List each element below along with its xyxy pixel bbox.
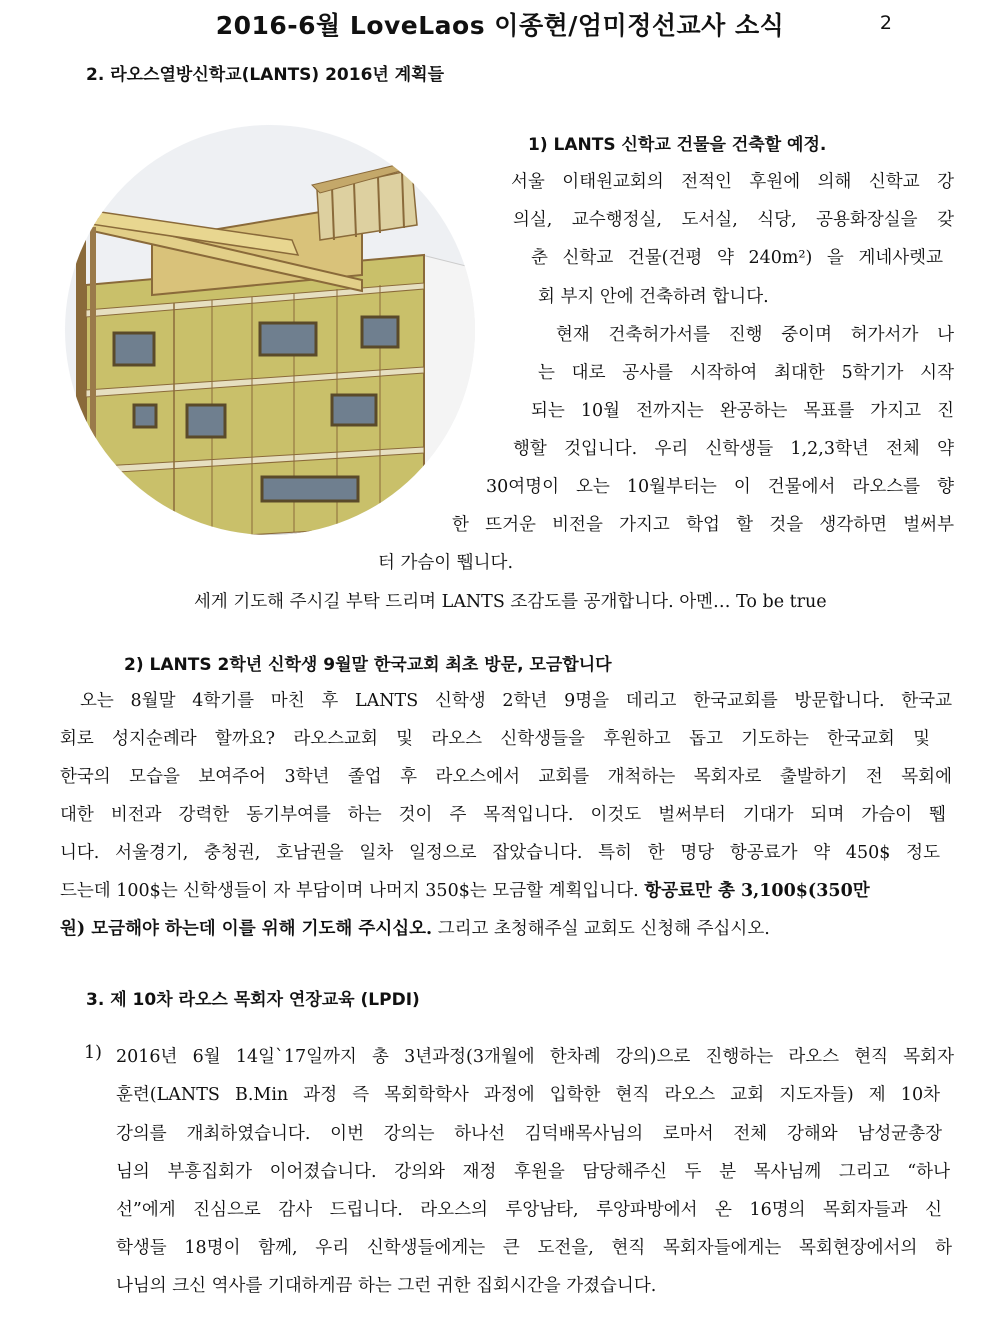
paragraph-line bbox=[60, 877, 870, 902]
section-2-item-1-heading: 1) LANTS 신학교 건물을 건축할 예정. bbox=[528, 135, 827, 155]
paragraph-line: 현재 건축허가서를 진행 중이며 허가서가 나 bbox=[556, 325, 954, 345]
paragraph-line: 한국의 모습을 보여주어 3학년 졸업 후 라오스에서 교회를 개척하는 목회자로 출발하기 전 목회에 bbox=[60, 767, 952, 787]
paragraph-line: 30여명이 오는 10월부터는 이 건물에서 라오스를 향 bbox=[486, 477, 954, 497]
paragraph-line: 선”에게 진심으로 감사 드립니다. 라오스의 루앙남타, 루앙파방에서 온 16명의 목회자들과 신 bbox=[116, 1200, 942, 1220]
paragraph-line: 학생들 18명이 함께, 우리 신학생들에게는 큰 도전을, 현직 목회자들에게는 목회현장에서의 하 bbox=[116, 1238, 952, 1258]
paragraph-line: 터 가슴이 뛥니다. bbox=[378, 553, 514, 573]
building-illustration bbox=[62, 105, 478, 555]
paragraph-line: 한 뜨거운 비전을 가지고 학업 할 것을 생각하면 벌써부 bbox=[452, 515, 954, 535]
paragraph-line: 회 부지 안에 건축하려 합니다. bbox=[538, 287, 769, 307]
paragraph-line: 니다. 서울경기, 충청권, 호남권을 일차 일정으로 잡았습니다. 특히 한 명당 항공료가 약 450$ 정도 bbox=[60, 843, 940, 863]
paragraph-line: 행할 것입니다. 우리 신학생들 1,2,3학년 전체 약 bbox=[513, 439, 954, 459]
funding-highlight: 항공료만 총 3,100$(350만 bbox=[644, 881, 870, 901]
invitation-request: 그리고 초청해주실 교회도 신청해 주십시오. bbox=[437, 919, 770, 939]
paragraph-line: 서울 이태원교회의 전적인 후원에 의해 신학교 강 bbox=[511, 172, 954, 192]
paragraph-line: 오는 8월말 4학기를 마친 후 LANTS 신학생 2학년 9명을 데리고 한국교회를 방문합니다. 한국교 bbox=[80, 691, 952, 711]
prayer-request: 원) 모금해야 하는데 이를 위해 기도해 주시십오. bbox=[60, 919, 433, 939]
section-3-item-1-marker: 1) bbox=[84, 1043, 102, 1063]
page-title: 2016-6월 LoveLaos 이종현/엄미정선교사 소식 bbox=[215, 11, 785, 40]
paragraph-line: 훈련(LANTS B.Min 과정 즉 목회학학사 과정에 입학한 현직 라오스 교회 지도자들) 제 10차 bbox=[116, 1085, 940, 1105]
page-number: 2 bbox=[879, 12, 892, 34]
paragraph-line: 의실, 교수행정실, 도서실, 식당, 공용화장실을 갖 bbox=[513, 210, 954, 230]
paragraph-line: 나님의 크신 역사를 기대하게끔 하는 그런 귀한 집회시간을 가졌습니다. bbox=[116, 1276, 657, 1296]
paragraph-line: 는 대로 공사를 시작하여 최대한 5학기가 시작 bbox=[538, 363, 954, 383]
paragraph-line: 되는 10월 전까지는 완공하는 목표를 가지고 진 bbox=[531, 401, 954, 421]
paragraph-line: 님의 부흥집회가 이어졌습니다. 강의와 재정 후원을 담당해주신 두 분 목사님께 그리고 “하나 bbox=[116, 1162, 950, 1182]
paragraph-line: 대한 비전과 강력한 동기부여를 하는 것이 주 목적입니다. 이것도 벌써부터 기대가 되며 가슴이 뛥 bbox=[60, 805, 946, 825]
section-2-item-2-heading: 2) LANTS 2학년 신학생 9월말 한국교회 최초 방문, 모금합니다 bbox=[124, 655, 612, 675]
paragraph-line bbox=[60, 915, 770, 940]
paragraph-line: 세게 기도해 주시길 부탁 드리며 LANTS 조감도를 공개합니다. 아멘… To be true bbox=[194, 592, 827, 612]
paragraph-line: 춘 신학교 건물(건평 약 240m²) 을 게네사렛교 bbox=[531, 248, 943, 268]
funding-note: 드는데 100$는 신학생들이 자 부담이며 나머지 350$는 모금할 계획입니다. bbox=[60, 881, 639, 901]
paragraph-line: 회로 성지순례라 할까요? 라오스교회 및 라오스 신학생들을 후원하고 돕고 기도하는 한국교회 및 bbox=[60, 729, 930, 749]
section-2-heading: 2. 라오스열방신학교(LANTS) 2016년 계획들 bbox=[86, 65, 445, 85]
paragraph-line: 강의를 개최하였습니다. 이번 강의는 하나선 김덕배목사님의 로마서 전체 강해와 남성균총장 bbox=[116, 1124, 942, 1144]
paragraph-line: 2016년 6월 14일`17일까지 총 3년과정(3개월에 한차례 강의)으로 진행하는 라오스 현직 목회자 bbox=[116, 1047, 954, 1067]
section-3-heading: 3. 제 10차 라오스 목회자 연장교육 (LPDI) bbox=[86, 990, 420, 1010]
